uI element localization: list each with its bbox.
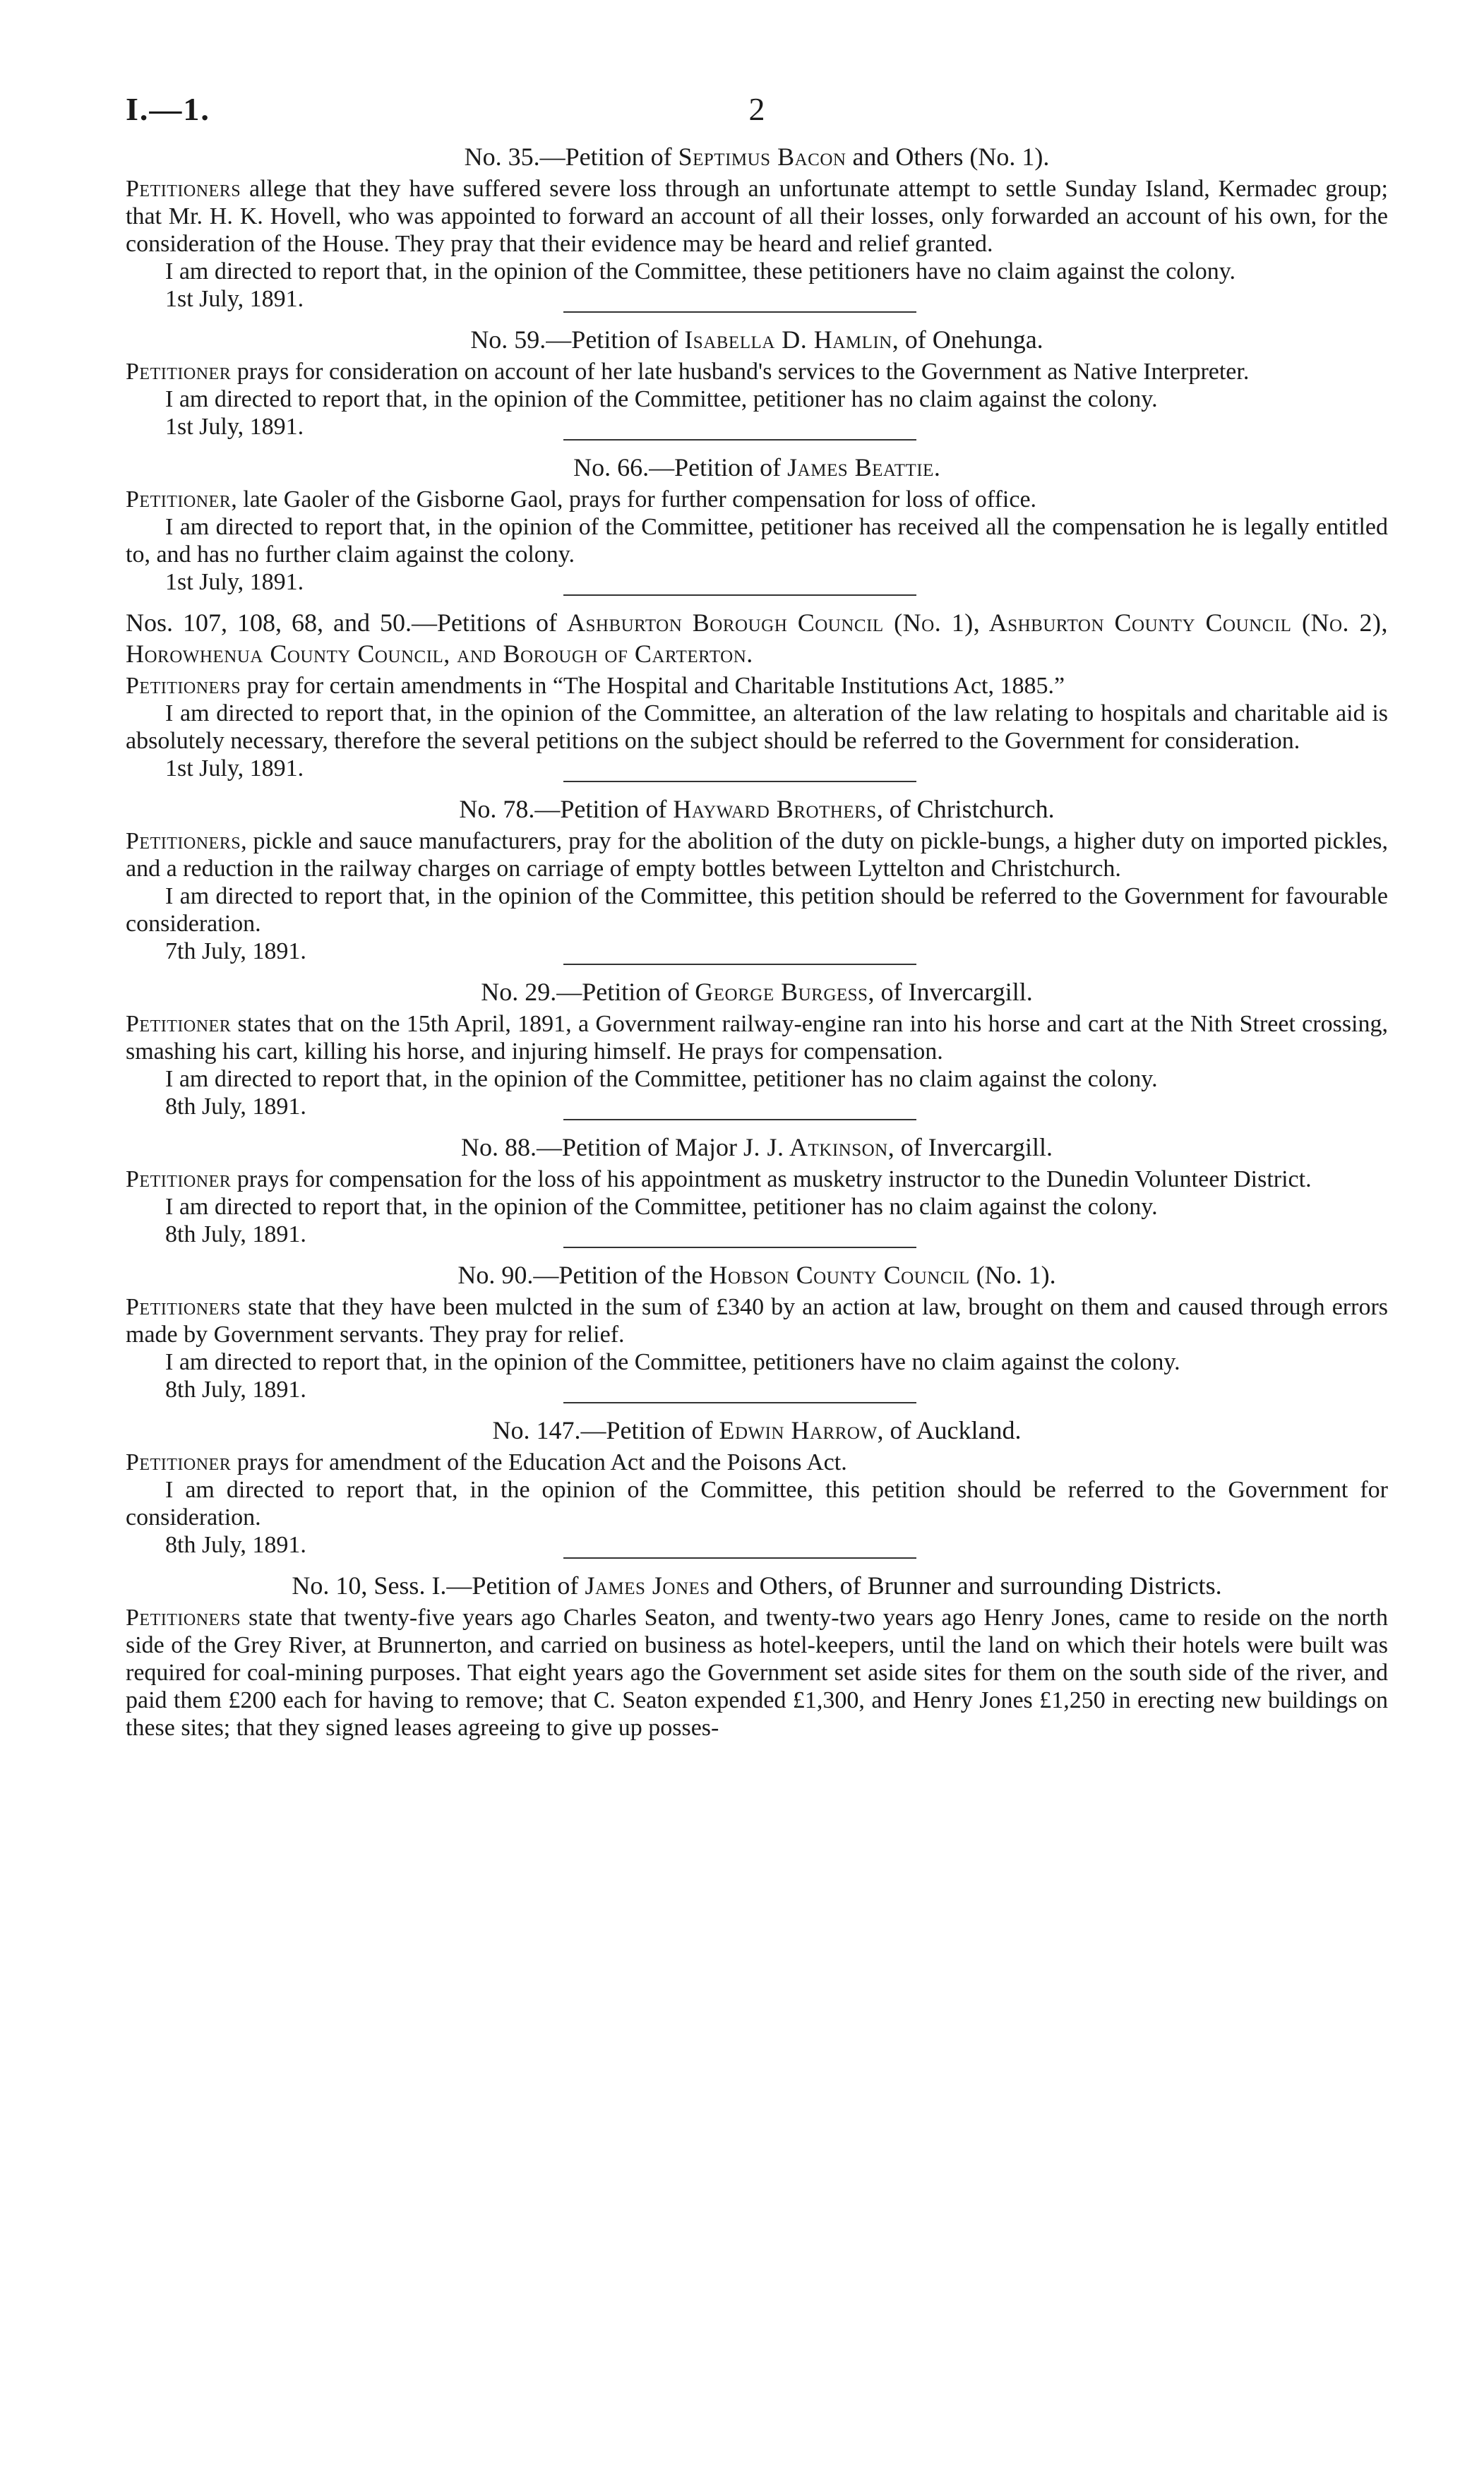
petition-summary [126, 1293, 1388, 1348]
separator-rule [126, 1234, 1388, 1259]
lead-word: Petitioner [126, 1449, 232, 1475]
petition-title [126, 1259, 1388, 1290]
lead-word: Petitioners [126, 176, 241, 202]
petitioner-name: George Burgess [695, 978, 868, 1006]
report-date: 8th July, 1891. [165, 1094, 306, 1120]
petition-entry [126, 324, 1388, 452]
committee-report: I am directed to report that, in the opinion of the Committee, petitioner has no claim against the colony. [165, 1194, 1158, 1220]
separator-rule [126, 951, 1388, 976]
petition-entry [126, 1132, 1388, 1259]
report-date: 8th July, 1891. [165, 1532, 306, 1558]
petitioner-name: James Beattie [787, 453, 934, 481]
title-prefix: No. 90.—Petition of the [457, 1261, 710, 1289]
page-header [126, 90, 1388, 133]
petition-title [126, 324, 1388, 355]
petition-summary [126, 1010, 1388, 1065]
separator-rule [126, 582, 1388, 607]
lead-word: Petitioners [126, 673, 241, 699]
summary-text: state that they have been mulcted in the sum of £340 by an action at law, brought on them and caused through errors made by Government servants. They pray for relief. [126, 1294, 1388, 1348]
petitioner-name: Ashburton Borough Council [567, 609, 884, 637]
summary-text: prays for amendment of the Education Act and the Poisons Act. [231, 1449, 847, 1475]
separator-rule [126, 768, 1388, 793]
summary-text: pray for certain amendments in “The Hospital and Charitable Institutions Act, 1885.” [241, 673, 1065, 699]
title-suffix: , of Invercargill. [868, 978, 1033, 1006]
committee-report: I am directed to report that, in the opinion of the Committee, this petition should be referred to the Government for consideration. [126, 1477, 1388, 1530]
report-date: 8th July, 1891. [165, 1377, 306, 1403]
separator-rule [126, 1106, 1388, 1132]
report-date: 1st July, 1891. [165, 755, 304, 781]
summary-text: allege that they have suffered severe loss through an unfortunate attempt to settle Sunday Island, Kermadec group; that Mr. H. K. Hovell, who was appointed to forward an account of all their losses, only forwarded an account of his own, for the consideration of the House. They pray that their evidence may be heard and relief granted. [126, 176, 1388, 257]
lead-word: Petitioners [126, 1605, 241, 1631]
summary-text: , late Gaoler of the Gisborne Gaol, prays for further compensation for loss of office. [231, 486, 1037, 513]
petitioner-name: Hobson County Council [709, 1261, 970, 1289]
petitioner-name: Septimus Bacon [678, 143, 846, 171]
petition-summary [126, 827, 1388, 882]
petition-entry [126, 1259, 1388, 1415]
committee-report: I am directed to report that, in the opinion of the Committee, petitioner has received all the compensation he is legally entitled to, and has no further claim against the colony. [126, 514, 1388, 568]
title-suffix: , of Christchurch. [876, 795, 1055, 823]
committee-report: I am directed to report that, in the opinion of the Committee, petitioners have no claim against the colony. [165, 1349, 1180, 1375]
petitioner-name: Hayward Brothers [673, 795, 877, 823]
lead-word: Petitioners [126, 828, 241, 854]
title-prefix: No. 78.—Petition of [459, 795, 674, 823]
lead-word: Petitioner [126, 1011, 232, 1037]
petition-summary [126, 486, 1388, 513]
petition-entry [126, 607, 1388, 793]
separator-rule [126, 299, 1388, 324]
title-prefix: No. 66.—Petition of [573, 453, 788, 481]
report-date: 1st July, 1891. [165, 414, 304, 440]
summary-text: , pickle and sauce manufacturers, pray for the abolition of the duty on pickle-bungs, a higher duty on imported pickles, and a reduction in the railway charges on carriage of empty bottles between Lyttelton and Christchurch. [126, 828, 1388, 882]
committee-report: I am directed to report that, in the opinion of the Committee, an alteration of the law relating to hospitals and charitable aid is absolutely necessary, therefore the several petitions on the subject should be referred to the Government for consideration. [126, 700, 1388, 754]
petition-entry [126, 1415, 1388, 1570]
title-prefix: No. 35.—Petition of [464, 143, 678, 171]
petition-title [126, 1415, 1388, 1446]
petition-summary [126, 1166, 1388, 1193]
petition-title [126, 452, 1388, 483]
title-suffix: , of Invercargill. [887, 1133, 1053, 1161]
title-prefix: No. 29.—Petition of [481, 978, 695, 1006]
petition-entry [126, 976, 1388, 1132]
petitioner-name: Edwin Harrow [719, 1416, 878, 1444]
committee-report: I am directed to report that, in the opinion of the Committee, petitioner has no claim against the colony. [165, 386, 1158, 412]
petition-title [126, 1132, 1388, 1163]
petition-summary [126, 1604, 1388, 1742]
title-suffix: , of Onehunga. [892, 325, 1043, 354]
summary-text: states that on the 15th April, 1891, a Government railway-engine ran into his horse and cart at the Nith Street crossing, smashing his cart, killing his horse, and injuring himself. He prays for compensation. [126, 1011, 1388, 1065]
petitioner-name: J. J. Atkinson [743, 1133, 888, 1161]
lead-word: Petitioner [126, 1166, 232, 1192]
title-suffix: and Others, of Brunner and surrounding Districts. [710, 1571, 1222, 1600]
petition-title [126, 607, 1388, 669]
petition-title [126, 793, 1388, 825]
summary-text: state that twenty-five years ago Charles Seaton, and twenty-two years ago Henry Jones, came to reside on the north side of the Grey River, at Brunnerton, and carried on business as hotel-keepers, until the land on which their hotels were built was required for coal-mining purposes. That eight years ago the Government set aside sites for them on the south side of the river, and paid them £200 each for having to remove; that C. Seaton expended £1,300, and Henry Jones £1,250 in erecting new buildings on these sites; that they signed leases agreeing to give up posses- [126, 1605, 1388, 1741]
petition-entry [126, 793, 1388, 976]
petitioner-name: Isabella D. Hamlin [684, 325, 892, 354]
committee-report: I am directed to report that, in the opinion of the Committee, petitioner has no claim against the colony. [165, 1066, 1158, 1092]
separator-rule [126, 426, 1388, 452]
document-body [126, 141, 1388, 1742]
petition-title [126, 141, 1388, 172]
separator-rule [126, 1389, 1388, 1415]
separator-rule [126, 1545, 1388, 1570]
lead-word: Petitioner [126, 359, 232, 385]
report-date: 7th July, 1891. [165, 938, 306, 964]
petition-summary [126, 1449, 1388, 1476]
petition-entry [126, 452, 1388, 607]
petition-entry [126, 141, 1388, 324]
title-prefix: No. 10, Sess. I.—Petition of [292, 1571, 585, 1600]
title-prefix: Nos. 107, 108, 68, and 50.—Petitions of [126, 609, 567, 637]
report-date: 1st July, 1891. [165, 569, 304, 595]
lead-word: Petitioners [126, 1294, 241, 1320]
title-prefix: No. 59.—Petition of [470, 325, 685, 354]
title-suffix: (No. 1), Ashburton County Council (No. 2), Horowhenua County Council, and Borough of Carterton. [126, 609, 1388, 668]
petitioner-name: James Jones [585, 1571, 710, 1600]
title-suffix: and Others (No. 1). [846, 143, 1050, 171]
committee-report: I am directed to report that, in the opinion of the Committee, this petition should be referred to the Government for favourable consideration. [126, 883, 1388, 937]
page-number: 2 [748, 91, 765, 127]
committee-report: I am directed to report that, in the opinion of the Committee, these petitioners have no claim against the colony. [165, 258, 1236, 284]
title-suffix: (No. 1). [969, 1261, 1056, 1289]
petition-summary [126, 175, 1388, 258]
title-suffix: . [933, 453, 940, 481]
summary-text: prays for consideration on account of her late husband's services to the Government as Native Interpreter. [231, 359, 1250, 385]
title-suffix: , of Auckland. [877, 1416, 1022, 1444]
petition-title [126, 976, 1388, 1007]
petition-title [126, 1570, 1388, 1601]
petition-entry [126, 1570, 1388, 1742]
report-date: 8th July, 1891. [165, 1221, 306, 1247]
summary-text: prays for compensation for the loss of his appointment as musketry instructor to the Dunedin Volunteer District. [231, 1166, 1312, 1192]
lead-word: Petitioner [126, 486, 232, 513]
title-prefix: No. 88.—Petition of Major [461, 1133, 743, 1161]
document-reference: I.—1. [126, 91, 210, 127]
report-date: 1st July, 1891. [165, 286, 304, 312]
petition-summary [126, 358, 1388, 385]
petition-summary [126, 672, 1388, 700]
title-prefix: No. 147.—Petition of [492, 1416, 719, 1444]
